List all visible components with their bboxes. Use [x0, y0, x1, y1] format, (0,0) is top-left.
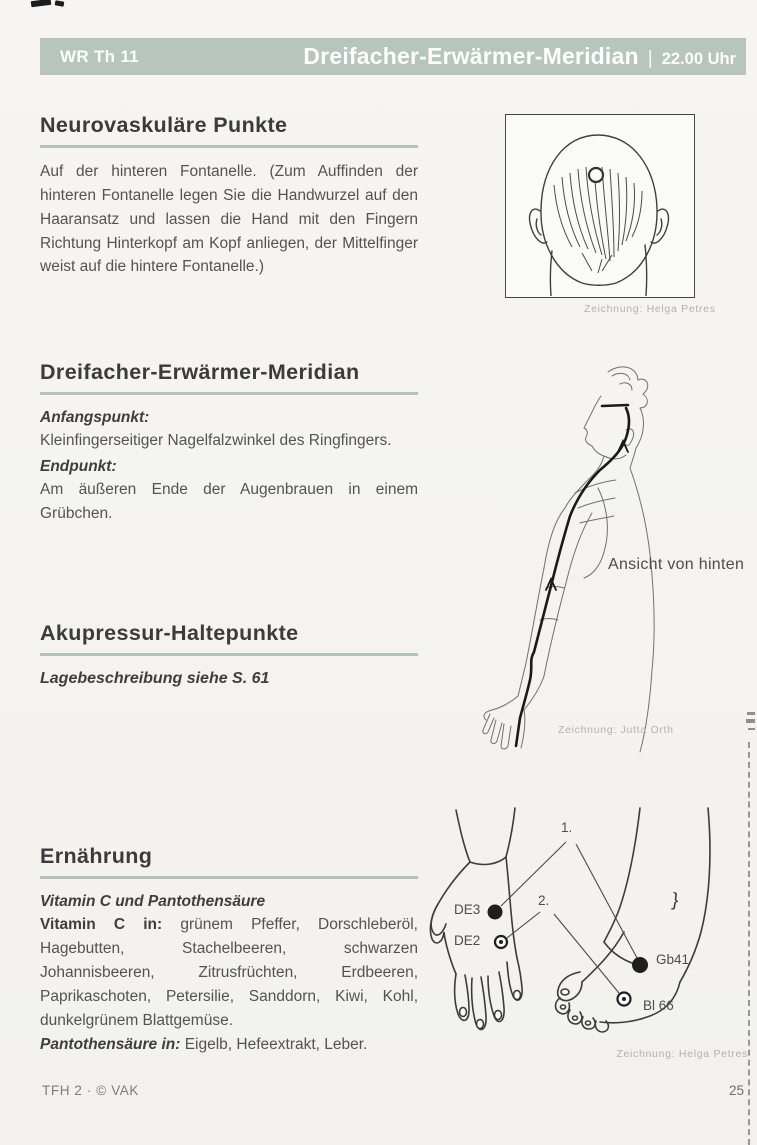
- pantothenic-paragraph: [40, 1033, 418, 1057]
- figure-caption: Zeichnung: Helga Petres: [584, 303, 716, 315]
- pantothenic-label: Pantothensäure in:: [40, 1035, 181, 1053]
- point-de3: [488, 905, 503, 920]
- section-meridian: [40, 360, 418, 526]
- ankle-brace-mark: }: [670, 889, 680, 912]
- meridian-code: WR Th 11: [60, 46, 139, 66]
- point-label-de3: DE3: [454, 902, 481, 917]
- marker-1-label: 1.: [561, 820, 573, 835]
- point-de2: [495, 936, 507, 948]
- page-number: 25: [728, 1083, 744, 1098]
- start-point-label: Anfangspunkt:: [40, 409, 150, 426]
- section-nutrition: [40, 844, 418, 1056]
- section-heading: Neurovaskuläre Punkte: [40, 113, 288, 137]
- point-label-bl66: Bl 66: [643, 998, 674, 1013]
- head-drawing: [506, 115, 693, 296]
- start-point-text: Kleinfingerseitiger Nagelfalzwinkel des Ringfingers.: [40, 432, 392, 450]
- end-point-text: Am äußeren Ende der Augenbrauen in einem Grübchen.: [40, 481, 418, 523]
- vitamin-c-text: grünem Pfeffer, Dorschleberöl, Hagebutten, Stachelbeeren, schwarzen Johannisbeeren, Zitrusfrüchten, Erdbeeren, Paprikaschoten, Petersilie, Sanddorn, Kiwi, Kohl, dunkelgrünem Blattgemüse.: [40, 916, 418, 1029]
- title-divider: |: [647, 48, 653, 69]
- heading-rule: [40, 653, 418, 656]
- end-point-label: Endpunkt:: [40, 458, 117, 476]
- nutrition-subheading: Vitamin C und Pantothensäure: [40, 893, 266, 910]
- section-neurovascular-points: [40, 113, 418, 279]
- section-heading: Dreifacher-Erwärmer-Meridian: [40, 360, 360, 384]
- heading-rule: [40, 876, 418, 879]
- figure-caption: Zeichnung: Helga Petres: [616, 1048, 748, 1060]
- chapter-title: Dreifacher-Erwärmer-Meridian: [303, 43, 639, 69]
- marker-2-label: 2.: [538, 893, 550, 908]
- vitamin-c-paragraph: [40, 913, 418, 1032]
- point-gb41: [632, 957, 648, 973]
- scan-mark: [55, 0, 65, 6]
- chapter-title-group: [303, 43, 736, 70]
- section-heading: Akupressur-Haltepunkte: [40, 621, 299, 645]
- figure-caption: Zeichnung: Jutta Orth: [558, 724, 674, 736]
- section-heading: Ernährung: [40, 844, 153, 868]
- point-label-de2: DE2: [454, 933, 481, 948]
- hand-foot-illustration: [428, 802, 755, 1064]
- heading-rule: [40, 145, 418, 148]
- point-bl66: [618, 993, 631, 1006]
- fontanelle-point: [589, 168, 603, 182]
- chapter-header-bar: [40, 38, 746, 75]
- head-illustration: [505, 114, 695, 298]
- section-acupressure-points: [40, 621, 418, 691]
- scan-mark: [31, 0, 52, 7]
- view-label: Ansicht von hinten: [608, 556, 745, 573]
- meridian-course-illustration: [480, 358, 757, 753]
- point-label-gb41: Gb41: [656, 952, 690, 967]
- location-note: Lagebeschreibung siehe S. 61: [40, 670, 270, 687]
- meridian-time: 22.00 Uhr: [661, 50, 736, 68]
- pantothenic-text: Eigelb, Hefeextrakt, Leber.: [184, 1035, 368, 1053]
- section-body: Auf der hinteren Fontanelle. (Zum Auffinden der hinteren Fontanelle legen Sie die Handwurzel auf den Haaransatz und lassen die Hand mit den Fingern Richtung Hinterkopf am Kopf anliegen, der Mittelfinger weist auf die hintere Fontanelle.): [40, 163, 418, 276]
- heading-rule: [40, 392, 418, 395]
- vitamin-c-label: Vitamin C in:: [40, 916, 163, 934]
- book-footer: TFH 2 · © VAK: [42, 1083, 140, 1098]
